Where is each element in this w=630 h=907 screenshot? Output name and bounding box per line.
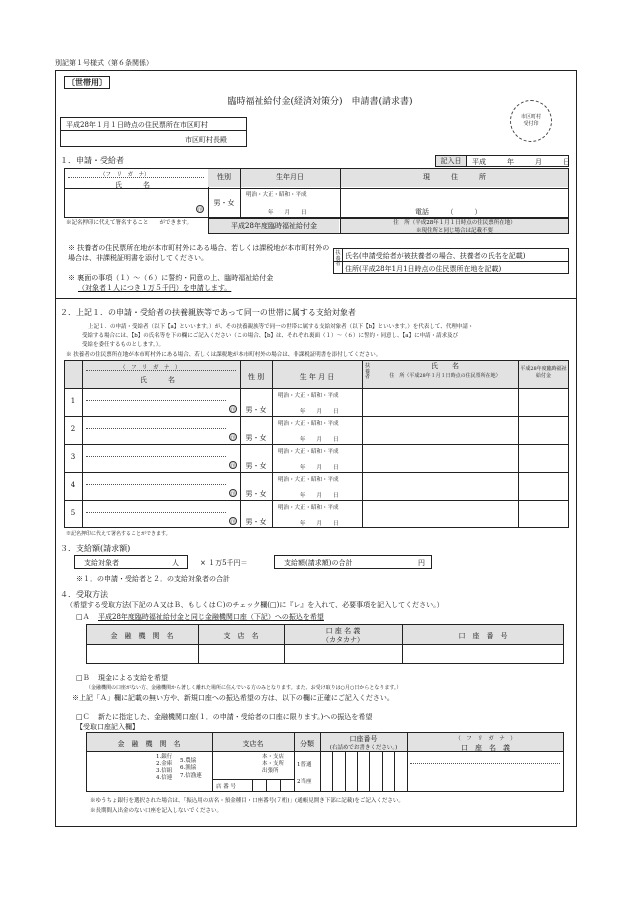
dependent-name-field[interactable] — [86, 486, 226, 498]
option-a-account-label: 口 座 番 号 — [458, 632, 508, 640]
dependent-era-field[interactable]: 明治・大正・昭和・平成 — [278, 393, 339, 399]
receipt-stamp-label: 市区町村受付印 — [520, 113, 541, 127]
option-c-label: 新たに指定した、金融機関口座(１．の申請・受給者の口座に限ります。)への振込を希望 — [98, 713, 373, 721]
dependent-gender-field[interactable]: 男・女 — [245, 490, 267, 498]
household-tag: 〔世帯用〕 — [64, 76, 110, 89]
bank-type-option[interactable]: 5.農協 — [180, 758, 197, 764]
receipt-stamp-area — [510, 100, 552, 142]
dependent-benefit-field[interactable] — [520, 446, 567, 470]
option-b-label: 現金による支給を希望 — [98, 674, 168, 682]
dependents-benefit-label: 平成28年度臨時福祉給付金 — [520, 366, 567, 379]
option-c-holder-label: 口 座 名 義 — [461, 744, 510, 752]
entry-date-label: 記入日 — [436, 156, 466, 166]
section4-heading: ４．受取方法 — [60, 590, 108, 599]
bank-type-option[interactable]: 1.銀行 — [156, 754, 173, 760]
section2-para1: 上記１．の申請・受給者（以下【a】といいます。）が、その扶養親族等で同一の世帯に属する支給対象者（以下【b】といいます。）を代表して、代理申請・ — [88, 324, 474, 330]
option-c-kana-label: （ フ リ ガ ナ ） — [455, 736, 516, 742]
dependent-birthdate-field[interactable]: 年 月 日 — [300, 409, 339, 415]
applicant-gender-label: 性別 — [217, 173, 231, 181]
applicant-era-field[interactable]: 明治・大正・昭和・平成 — [246, 192, 307, 198]
option-c-checkbox[interactable]: □Ｃ — [76, 713, 90, 721]
dependent-supporter-field[interactable] — [364, 418, 516, 442]
option-b-note: （金融機関の口座がない方、金融機関から著しく離れた場所に住んでいる方のみとなります。また、お受け取りは○月○日からとなります。） — [86, 685, 402, 691]
dependent-era-field[interactable]: 明治・大正・昭和・平成 — [278, 421, 339, 427]
option-a-checkbox[interactable]: □Ａ — [76, 613, 90, 621]
applicant-name-field[interactable] — [68, 191, 204, 215]
section1-heading: １．申請・受給者 — [60, 156, 124, 165]
dependent-seal-mark: ㊞ — [230, 434, 236, 441]
dependent-seal-mark: ㊞ — [230, 406, 236, 413]
dependent-seal-mark: ㊞ — [230, 518, 236, 525]
dependent-name-field[interactable] — [86, 458, 226, 470]
bank-type-option[interactable]: 3.信組 — [156, 767, 173, 774]
account-type-option[interactable]: 2当座 — [297, 779, 312, 785]
option-c-bank-field[interactable] — [88, 753, 152, 790]
dependent-supporter-field[interactable] — [364, 474, 516, 498]
bank-type-list-b[interactable] — [180, 758, 202, 780]
dependent-name-field[interactable] — [86, 430, 226, 442]
form-title: 臨時福祉給付金(経済対策分) 申請書(請求書) — [227, 97, 413, 107]
section2-para4: ※ 扶養者の住民票所在地が本市町村外にある場合、若しくは課税地が本市町村外の場合は、非課税証明書を添付してください。 — [66, 352, 382, 358]
option-a-branch-label: 支 店 名 — [223, 632, 259, 640]
bank-type-option[interactable]: 4.信連 — [156, 774, 173, 781]
dependent-birthdate-field[interactable]: 年 月 日 — [300, 465, 339, 471]
dependents-supporter-name-label: 氏 名 — [431, 362, 459, 370]
applicant-phone-field[interactable]: 電話 （ ） — [415, 208, 482, 216]
dependent-supporter-field[interactable] — [364, 390, 516, 414]
dependent-era-field[interactable]: 明治・大正・昭和・平成 — [278, 449, 339, 455]
dependents-birth-label: 生 年 月 日 — [299, 373, 335, 381]
addressee-line2: 市区町村長殿 — [185, 136, 227, 144]
option-c-type-label: 分類 — [300, 740, 314, 748]
option-a-label: 平成28年度臨時福祉給付金と同じ金融機関口座（下記）への振込を希望 — [98, 613, 324, 621]
dependents-supporter-address-label: 住 所（平成28年１月１日時点の住民票所在地） — [389, 373, 501, 379]
option-a-holder-field[interactable] — [286, 646, 400, 662]
row-number: 2 — [70, 425, 76, 433]
row-number: 5 — [70, 509, 76, 517]
yen-unit: 円 — [418, 559, 425, 567]
section2-para2: 受給する場合には、【b】の氏名等を下の欄にご記入ください（この場合、【b】は、それぞれ裏面（１）～（６）に誓約・同意し、【a】に申請・請求及び — [82, 333, 459, 339]
total-amount-field[interactable] — [365, 557, 415, 568]
applicant-birth-label: 生年月日 — [276, 173, 304, 181]
dependent-supporter-field[interactable] — [364, 446, 516, 470]
applicant-furigana-label: （フ リ ガ ナ） — [100, 172, 150, 178]
applicant-gender-field[interactable]: 男・女 — [213, 199, 235, 207]
dependent-birthdate-field[interactable]: 年 月 日 — [300, 521, 339, 527]
option-a-bank-label: 金 融 機 関 名 — [110, 632, 174, 640]
branch-type-option[interactable]: 出張所 — [262, 768, 279, 775]
supporter-name-field[interactable]: 氏名(申請受給者が被扶養者の場合、扶養者の氏名を記載) — [345, 252, 526, 260]
section3-heading: ３．支給額(請求額) — [60, 544, 131, 553]
dependents-furigana-label: （ フ リ ガ ナ ） — [120, 365, 181, 371]
option-c-subheading: 【受取口座記入欄】 — [76, 723, 139, 731]
applicant-name-label: 氏 名 — [115, 181, 150, 189]
dependent-gender-field[interactable]: 男・女 — [245, 462, 267, 470]
taxation-notice: ※ 扶養者の住民票所在地が本市町村外にある場合、若しくは課税地が本市町村外の場合は、非課税証明書を添付してください。 — [68, 244, 330, 263]
pledge-notice: ※ 裏面の事項（１）～（６）に誓約・同意の上、臨時福祉給付金 — [68, 274, 274, 282]
option-c-account-sub: (右詰めでお書きください。) — [329, 745, 398, 751]
option-c-bank-label: 金 融 機 関 名 — [117, 740, 181, 748]
dependent-name-field[interactable] — [86, 402, 226, 414]
entry-date-field[interactable]: 平成 年 月 日 — [472, 158, 570, 166]
bank-type-option[interactable]: 6.漁協 — [180, 765, 197, 772]
total-amount-label: 支給額(請求額)の合計 — [284, 559, 353, 567]
dependents-seal-note: ※記名押印に代えて署名することができます。 — [66, 531, 171, 537]
dependent-birthdate-field[interactable]: 年 月 日 — [300, 437, 339, 443]
total-note: ※１．の申請・受給者と２．の支給対象者の合計 — [76, 575, 230, 583]
option-c-holder-field[interactable] — [410, 765, 560, 790]
target-count-label: 支給対象者 — [84, 559, 119, 567]
receipt-instruction: （希望する受取方法(下記のＡ又はＢ、もしくはＣ)のチェック欄(□)に『レ』を入れて、必要事項を記入してください。） — [66, 601, 444, 609]
bank-type-option[interactable]: 2.金庫 — [156, 760, 173, 767]
dependent-era-field[interactable]: 明治・大正・昭和・平成 — [278, 477, 339, 483]
branch-type-list[interactable] — [262, 754, 284, 775]
dormant-account-note: ※長期間入出金のない口座を記入しないでください。 — [90, 808, 223, 814]
supporter-label: 扶養者 — [335, 250, 341, 267]
dependent-benefit-field[interactable] — [520, 474, 567, 498]
account-type-option[interactable]: 1普通 — [297, 762, 312, 768]
applicant-address-field[interactable] — [345, 190, 565, 204]
section2-para3: 受給を委任するものとします。）。 — [82, 342, 165, 348]
option-c-account-label: 口座番号 — [349, 735, 378, 743]
branch-code-label: 店 番 号 — [216, 784, 236, 790]
dependent-gender-field[interactable]: 男・女 — [245, 518, 267, 526]
dependent-seal-mark: ㊞ — [230, 490, 236, 497]
option-a-holder-kana: （カタカナ） — [322, 636, 364, 644]
dependents-supporter-label: 扶養者 — [364, 363, 370, 380]
branch-type-option[interactable]: 本・支店 — [262, 754, 285, 760]
dependent-benefit-field[interactable] — [520, 418, 567, 442]
supporter-address-field[interactable]: 住所(平成28年1月1日時点の住民票所在地を記載) — [345, 265, 502, 273]
pledge-notice-amount: （対象者１人につき１万５千円）を申請します。 — [78, 284, 232, 292]
section2-heading: ２．上記１．の申請・受給者の扶養親族等であって同一の世帯に属する支給対象者 — [60, 308, 356, 317]
form-reference: 別記第１号様式（第６条関係） — [55, 59, 153, 67]
benefit-address-field[interactable] — [341, 219, 568, 233]
option-a-bank-field[interactable] — [88, 646, 196, 662]
bank-type-option[interactable]: 7.信漁連 — [180, 772, 202, 779]
dependent-name-field[interactable] — [86, 514, 226, 526]
dependent-benefit-field[interactable] — [520, 502, 567, 526]
option-b-note2: ※上記「Ａ」欄に記載の無い方や、新規口座への振込希望の方は、以下の欄に正確にご記入ください。 — [72, 694, 394, 702]
option-c-branch-label: 支店名 — [242, 740, 264, 748]
applicant-birthdate-field[interactable]: 年 月 日 — [268, 210, 307, 216]
dependents-gender-label: 性 別 — [247, 373, 265, 381]
dependent-birthdate-field[interactable]: 年 月 日 — [300, 493, 339, 499]
dependent-gender-field[interactable]: 男・女 — [245, 434, 267, 442]
option-b-checkbox[interactable]: □Ｂ — [76, 674, 90, 682]
option-a-account-field[interactable] — [404, 646, 562, 662]
option-a-holder-label: 口 座 名 義 — [325, 627, 361, 635]
dependent-era-field[interactable]: 明治・大正・昭和・平成 — [278, 505, 339, 511]
applicant-address-label: 現 住 所 — [423, 173, 486, 181]
benefit-address-head: 住 所（平成28年１月１日時点の住民票所在地） — [393, 220, 516, 226]
dependent-benefit-field[interactable] — [520, 390, 567, 414]
row-number: 4 — [70, 481, 76, 489]
yucho-note: ※ゆうちょ銀行を選択された場合は、「振込用の店名・預金種目・口座番号(７桁)」(通帳見開き下部に記載)をご記入ください。 — [90, 798, 404, 804]
row-number: 3 — [70, 453, 76, 461]
addressee-line1: 平成28年１月１日時点の住民票所在市区町村 — [66, 121, 208, 129]
benefit-address-sub: ※現住所と同じ場合は記載不要 — [415, 228, 493, 234]
person-unit: 人 — [172, 559, 179, 567]
row-number: 1 — [70, 397, 76, 405]
dependent-seal-mark: ㊞ — [230, 462, 236, 469]
target-count-field[interactable] — [130, 557, 170, 568]
applicant-seal-mark: ㊞ — [197, 206, 203, 213]
seal-note: ※記名押印に代えて署名すること ができます。 — [66, 220, 193, 226]
option-a-branch-field[interactable] — [200, 646, 282, 662]
dependent-supporter-field[interactable] — [364, 502, 516, 526]
dependent-gender-field[interactable]: 男・女 — [245, 406, 267, 414]
branch-type-option[interactable]: 本・支所 — [262, 761, 285, 768]
benefit-label: 平成28年度臨時福祉給付金 — [209, 219, 339, 233]
multiplier-text: × １万5千円＝ — [200, 559, 248, 567]
bank-type-list-a[interactable] — [156, 754, 172, 782]
dependents-name-label: 氏 名 — [140, 376, 175, 384]
option-c-account-field[interactable] — [322, 753, 406, 790]
